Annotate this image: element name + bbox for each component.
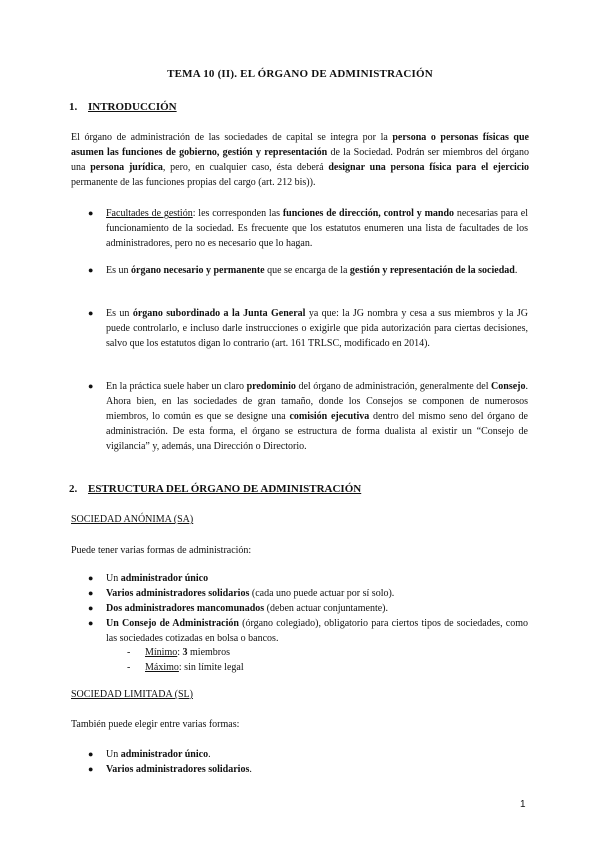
bullet-icon: ● <box>88 208 94 218</box>
bold-run: Varios administradores solidarios <box>106 588 250 599</box>
text-run: Un <box>106 573 121 584</box>
section-number: 2. <box>69 483 78 495</box>
list-item <box>88 762 528 777</box>
bold-run: órgano necesario y permanente <box>131 265 265 276</box>
bold-run: administrador único <box>120 573 209 584</box>
dash-icon: - <box>127 647 131 658</box>
list-item <box>88 206 528 251</box>
list-item <box>88 306 528 351</box>
text-run: del órgano de administración, generalmente del <box>295 381 492 392</box>
text-run: . <box>249 764 252 775</box>
section-heading-introduccion <box>69 101 177 113</box>
text-run: sin límite legal <box>184 662 244 673</box>
text-run: (cada uno puede actuar por sí solo). <box>249 588 395 599</box>
bold-run: Consejo <box>491 381 526 392</box>
bullet-icon: ● <box>88 308 94 318</box>
bold-run: persona jurídica <box>90 162 163 173</box>
text-run: necesarias para el funcionamiento de la sociedad. Es frecuente que los estatutos enumeren una lista de facultades de los administradores, pero no es necesario que lo hagan. <box>106 208 528 249</box>
text-run: . <box>514 265 518 276</box>
document-title: TEMA 10 (II). EL ÓRGANO DE ADMINISTRACIÓN <box>167 68 433 80</box>
bullet-icon: ● <box>88 764 94 774</box>
text-run: de la Sociedad. Podrán ser miembros del órgano una <box>71 147 529 173</box>
text-run: Es un <box>106 265 131 276</box>
text-run: Es un <box>106 308 133 319</box>
underlined-run: Máximo <box>145 662 179 673</box>
subheading-sa: SOCIEDAD ANÓNIMA (SA) <box>71 514 194 525</box>
list-item <box>88 379 528 454</box>
bold-run: Un Consejo de Administración <box>106 618 239 629</box>
list-item <box>88 747 528 762</box>
list-item <box>88 601 528 616</box>
bold-run: administrador único <box>120 749 209 760</box>
text-run: (órgano colegiado), obligatorio para ciertos tipos de sociedades, como las sociedades cotizadas en bolsa o bancos. <box>106 618 528 644</box>
text-run: : <box>178 662 185 673</box>
bullet-icon: ● <box>88 381 94 391</box>
text-run: ya que: la JG nombra y cesa a sus miembros y la JG puede controlarlo, e incluso darle instrucciones o exigirle que pida autorización para ciertas decisiones, salvo que los estatutos digan lo contrario (art. 161 TRLSC, modificado en 2014). <box>106 308 528 349</box>
text-run: El órgano de administración de las sociedades de capital se integra por la <box>71 132 393 143</box>
section-heading-estructura <box>69 483 362 495</box>
bold-run: 3 <box>182 647 188 658</box>
dash-item-maximo <box>127 660 244 675</box>
text-run: : les corresponden las <box>192 208 283 219</box>
dash-item-minimo <box>127 645 231 660</box>
bullet-icon: ● <box>88 573 94 583</box>
list-item <box>88 263 528 278</box>
bold-run: designar una persona física para el ejercicio <box>328 162 529 173</box>
bullet-icon: ● <box>88 603 94 613</box>
text-run: (deben actuar conjuntamente). <box>264 603 388 614</box>
text-run: permanente de las funciones propias del cargo (art. 212 bis)). <box>71 177 316 188</box>
bold-run: predominio <box>246 381 296 392</box>
list-item <box>88 616 528 646</box>
bullet-icon: ● <box>88 749 94 759</box>
section-title: ESTRUCTURA DEL ÓRGANO DE ADMINISTRACIÓN <box>88 483 362 495</box>
list-item <box>88 586 528 601</box>
bullet-icon: ● <box>88 265 94 275</box>
bullet-icon: ● <box>88 618 94 628</box>
bold-run: Varios administradores solidarios <box>106 764 250 775</box>
subheading-sl: SOCIEDAD LIMITADA (SL) <box>71 689 193 700</box>
bold-run: gestión y representación de la sociedad <box>349 265 515 276</box>
text-run: . Ahora bien, en las sociedades de gran tamaño, donde los Consejos se componen de numerosos miembros, lo común es que se designe una <box>106 381 528 422</box>
text-run: que se encarga de la <box>264 265 350 276</box>
section-number: 1. <box>69 101 78 113</box>
list-item <box>88 571 528 586</box>
text-run: miembros <box>187 647 231 658</box>
bold-run: persona o personas físicas que asumen las funciones de gobierno, gestión y representación <box>71 132 529 158</box>
text-run: En la práctica suele haber un claro <box>106 381 247 392</box>
sl-intro: También puede elegir entre varias formas: <box>71 719 240 730</box>
dash-icon: - <box>127 662 131 673</box>
text-run: : <box>177 647 183 658</box>
underlined-run: Facultades de gestión <box>106 208 193 219</box>
intro-paragraph <box>71 130 529 190</box>
bold-run: Dos administradores mancomunados <box>106 603 265 614</box>
text-run: Un <box>106 749 121 760</box>
section-title: INTRODUCCIÓN <box>88 101 177 113</box>
underlined-run: Mínimo <box>145 647 178 658</box>
text-run: . <box>208 749 211 760</box>
bullet-icon: ● <box>88 588 94 598</box>
bold-run: funciones de dirección, control y mando <box>282 208 455 219</box>
page-number: 1 <box>520 799 526 810</box>
sa-intro: Puede tener varias formas de administración: <box>71 545 252 556</box>
bold-run: comisión ejecutiva <box>289 411 370 422</box>
text-run: , pero, en cualquier caso, ésta deberá <box>162 162 329 173</box>
bold-run: órgano subordinado a la Junta General <box>132 308 306 319</box>
text-run: dentro del mismo seno del órgano de administración. De esta forma, el órgano se estructura de forma dualista al existir un “Consejo de vigilancia” y, además, una Dirección o Directorio. <box>106 411 528 452</box>
